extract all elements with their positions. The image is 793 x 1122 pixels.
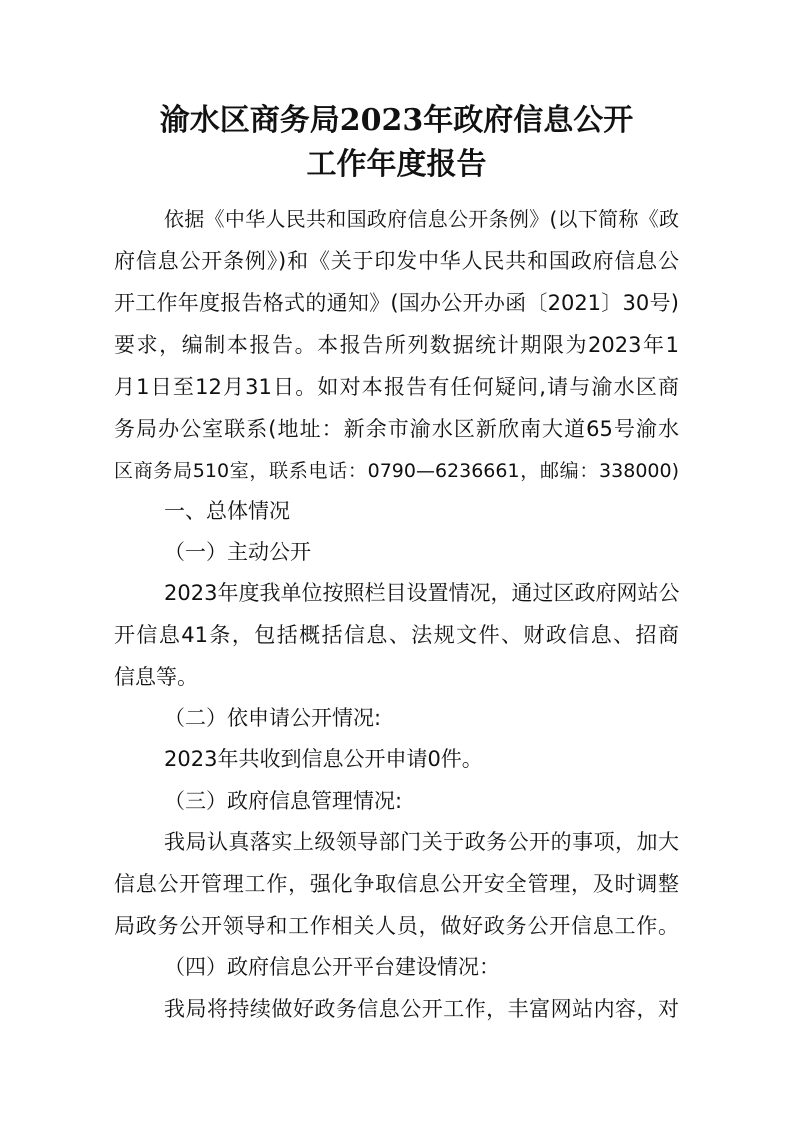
intro-paragraph-line: 务局办公室联系(地址：新余市渝水区新欣南大道65号渝水	[114, 417, 679, 441]
intro-paragraph-line: 月1日至12月31日。如对本报告有任何疑问,请与渝水区商	[114, 375, 679, 399]
paragraph-line: 2023年共收到信息公开申请0件。	[164, 747, 483, 771]
paragraph-line: 2023年度我单位按照栏目设置情况，通过区政府网站公	[164, 581, 680, 605]
intro-paragraph-line: 区商务局510室，联系电话：0790—6236661，邮编：338000)	[114, 460, 679, 482]
report-title-line-2: 工作年度报告	[306, 147, 487, 182]
intro-paragraph-line: 府信息公开条例》)和《关于印发中华人民共和国政府信息公	[114, 249, 679, 273]
paragraph-line: 局政务公开领导和工作相关人员，做好政务公开信息工作。	[114, 914, 679, 938]
paragraph-line: 信息公开管理工作，强化争取信息公开安全管理，及时调整	[114, 872, 679, 896]
paragraph-line: 我局认真落实上级领导部门关于政务公开的事项，加大	[164, 830, 679, 854]
subsection-heading: （三）政府信息管理情况:	[164, 789, 403, 813]
paragraph-line: 信息等。	[114, 665, 198, 689]
intro-paragraph-line: 要求，编制本报告。本报告所列数据统计期限为2023年1	[114, 333, 679, 357]
intro-paragraph-line: 开工作年度报告格式的通知》(国办公开办函〔2021〕30号)	[114, 291, 679, 315]
subsection-heading: （四）政府信息公开平台建设情况：	[164, 955, 500, 979]
paragraph-line: 开信息41条，包括概括信息、法规文件、财政信息、招商	[114, 623, 679, 647]
subsection-heading: （二）依申请公开情况:	[164, 706, 382, 730]
section-heading: 一、总体情况	[164, 499, 290, 523]
intro-paragraph-line: 依据《中华人民共和国政府信息公开条例》(以下简称《政	[164, 207, 679, 231]
subsection-heading: （一）主动公开	[164, 540, 311, 564]
paragraph-line: 我局将持续做好政务信息公开工作，丰富网站内容，对	[164, 997, 679, 1021]
report-title-line-1: 渝水区商务局2023年政府信息公开	[159, 103, 634, 138]
